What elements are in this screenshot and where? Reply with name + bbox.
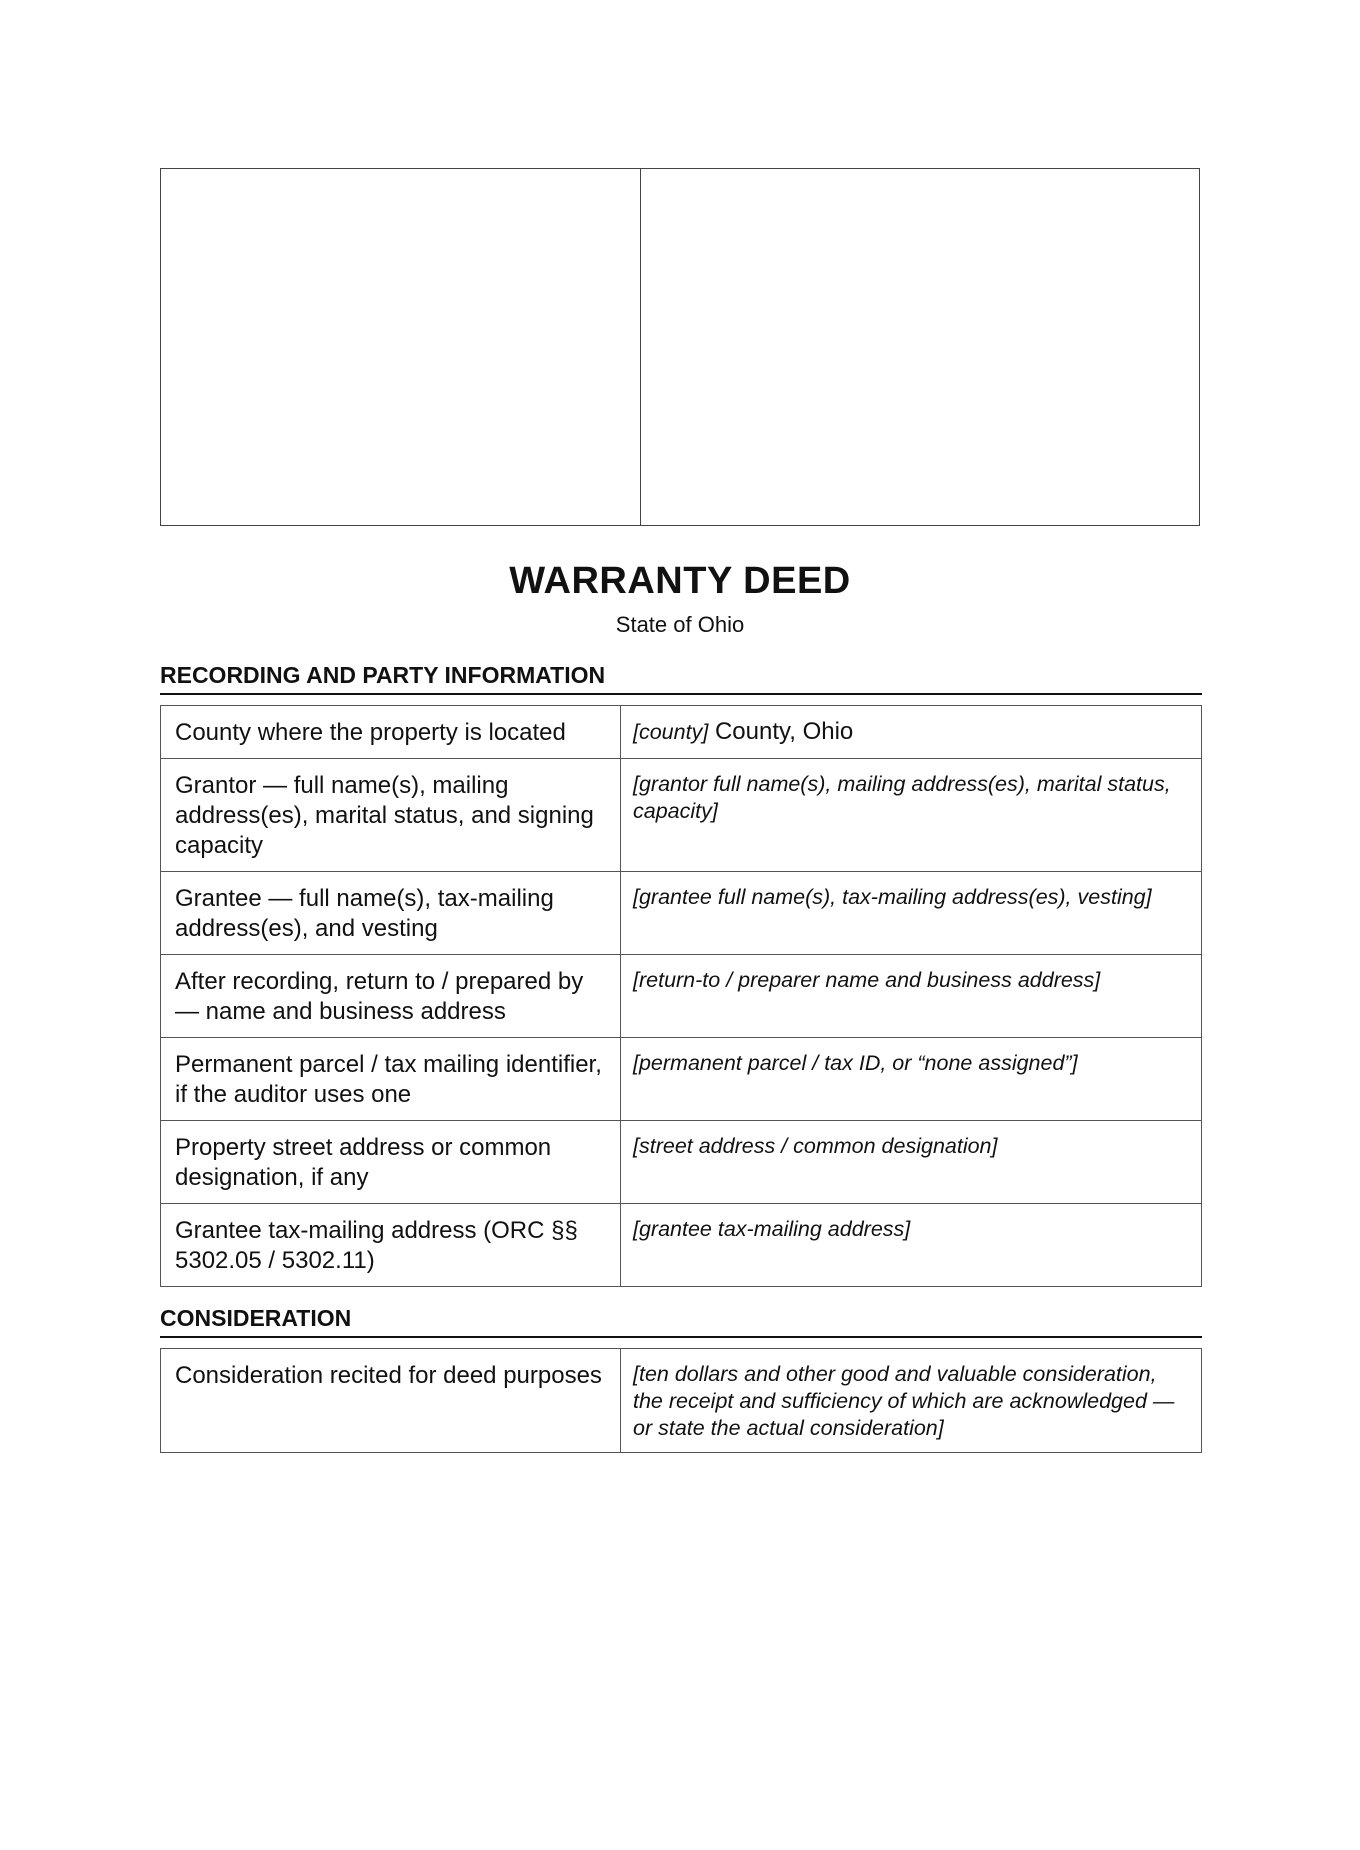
row-value[interactable]: [grantee tax-mailing address] — [621, 1204, 1202, 1287]
table-row — [161, 955, 1202, 1038]
title-block — [160, 556, 1200, 640]
row-label: Grantor — full name(s), mailing address(es), marital status, and signing capacity — [161, 759, 621, 872]
recorder-stamp-box-left — [161, 169, 641, 525]
table-row — [161, 1121, 1202, 1204]
row-value[interactable]: [grantor full name(s), mailing address(es), marital status, capacity] — [621, 759, 1202, 872]
row-label: Consideration recited for deed purposes — [161, 1349, 621, 1453]
consideration-table — [160, 1348, 1202, 1453]
document-title: WARRANTY DEED — [509, 560, 851, 602]
recording-info-table — [160, 705, 1202, 1287]
placeholder-county: [county] — [633, 720, 709, 744]
row-label: County where the property is located — [161, 706, 621, 759]
table-row — [161, 759, 1202, 872]
recorder-stamp-box-right — [641, 169, 1199, 525]
row-label: Grantee tax-mailing address (ORC §§ 5302.05 / 5302.11) — [161, 1204, 621, 1287]
section-heading-recording: RECORDING AND PARTY INFORMATION — [160, 662, 1202, 695]
table-row — [161, 706, 1202, 759]
table-row — [161, 1204, 1202, 1287]
row-label: Permanent parcel / tax mailing identifier, if the auditor uses one — [161, 1038, 621, 1121]
row-label: Property street address or common designation, if any — [161, 1121, 621, 1204]
recording-stamp-area — [160, 168, 1200, 526]
row-value[interactable] — [621, 706, 1202, 759]
section-heading-consideration: CONSIDERATION — [160, 1305, 1202, 1338]
row-label: After recording, return to / prepared by — name and business address — [161, 955, 621, 1038]
row-value[interactable]: [ten dollars and other good and valuable consideration, the receipt and sufficiency of which are acknowledged — or state the actual consideration] — [621, 1349, 1202, 1453]
row-value[interactable]: [return-to / preparer name and business address] — [621, 955, 1202, 1038]
document-subtitle: State of Ohio — [615, 612, 745, 637]
row-value[interactable]: [permanent parcel / tax ID, or “none assigned”] — [621, 1038, 1202, 1121]
row-value[interactable]: [grantee full name(s), tax-mailing address(es), vesting] — [621, 872, 1202, 955]
table-row — [161, 1038, 1202, 1121]
row-label: Grantee — full name(s), tax-mailing address(es), and vesting — [161, 872, 621, 955]
table-row — [161, 1349, 1202, 1453]
row-value[interactable]: [street address / common designation] — [621, 1121, 1202, 1204]
county-suffix: County, Ohio — [708, 718, 854, 745]
table-row — [161, 872, 1202, 955]
